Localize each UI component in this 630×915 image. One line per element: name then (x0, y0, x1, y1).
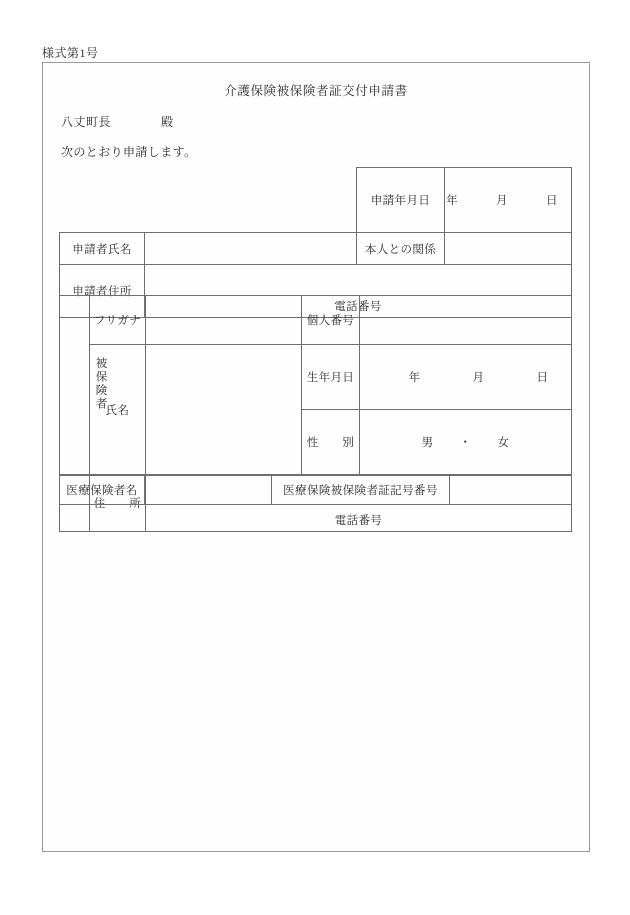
date-year-label: 年 (446, 195, 459, 207)
table-row (60, 476, 572, 505)
medical-insurer-name-input[interactable] (145, 476, 272, 505)
insured-side-label-text: 被保険者 (94, 356, 107, 411)
page-title: 介護保険被保険者証交付申請書 (224, 84, 408, 98)
date-month-label: 月 (496, 195, 508, 207)
table-row (60, 168, 572, 233)
table-row (60, 296, 572, 345)
medical-insurance-table (59, 475, 572, 505)
spacer-cell (145, 168, 357, 233)
table-row (60, 345, 572, 410)
birth-month-label: 月 (472, 372, 485, 384)
gender-label: 性 別 (302, 410, 360, 475)
gender-female-option[interactable]: 女 (497, 437, 510, 449)
applicant-name-input[interactable] (145, 233, 357, 265)
form-number: 様式第1号 (42, 46, 99, 60)
gender-separator: ・ (459, 437, 472, 449)
birthdate-value[interactable] (360, 345, 572, 410)
insured-address-label: 住 所 (90, 475, 146, 532)
relationship-label: 本人との関係 (357, 233, 445, 265)
insured-name-input[interactable] (146, 345, 302, 475)
my-number-input[interactable] (360, 296, 572, 345)
furigana-input[interactable] (146, 296, 302, 345)
birth-year-label: 年 (408, 372, 421, 384)
applicant-address-label: 申請者住所 (60, 265, 145, 318)
birth-day-label: 日 (536, 372, 549, 384)
insured-name-label: 氏名 (90, 345, 146, 475)
form-page-frame (42, 62, 590, 852)
medical-card-number-input[interactable] (450, 476, 572, 505)
insured-side-label (60, 296, 107, 475)
gender-choice[interactable] (360, 410, 572, 475)
medical-insurer-name-label: 医療保険者名 (60, 476, 145, 505)
my-number-label: 個人番号 (302, 296, 360, 345)
relationship-input[interactable] (445, 233, 572, 265)
insured-phone-label: 電話番号 (334, 515, 383, 527)
lead-statement: 次のとおり申請します。 (61, 145, 197, 159)
applicant-phone-label: 電話番号 (334, 301, 382, 313)
furigana-label: フリガナ (90, 296, 146, 345)
gender-male-option[interactable]: 男 (421, 437, 434, 449)
applicant-name-label: 申請者氏名 (60, 233, 145, 265)
spacer-cell (60, 168, 145, 233)
date-day-label: 日 (545, 195, 558, 207)
application-date-value[interactable] (445, 168, 572, 233)
birthdate-label: 生年月日 (302, 345, 360, 410)
addressee-line: 八丈町長 殿 (61, 115, 174, 129)
application-date-label: 申請年月日 (357, 168, 445, 233)
medical-card-number-label: 医療保険被保険者証記号番号 (272, 476, 450, 505)
table-row (60, 233, 572, 265)
